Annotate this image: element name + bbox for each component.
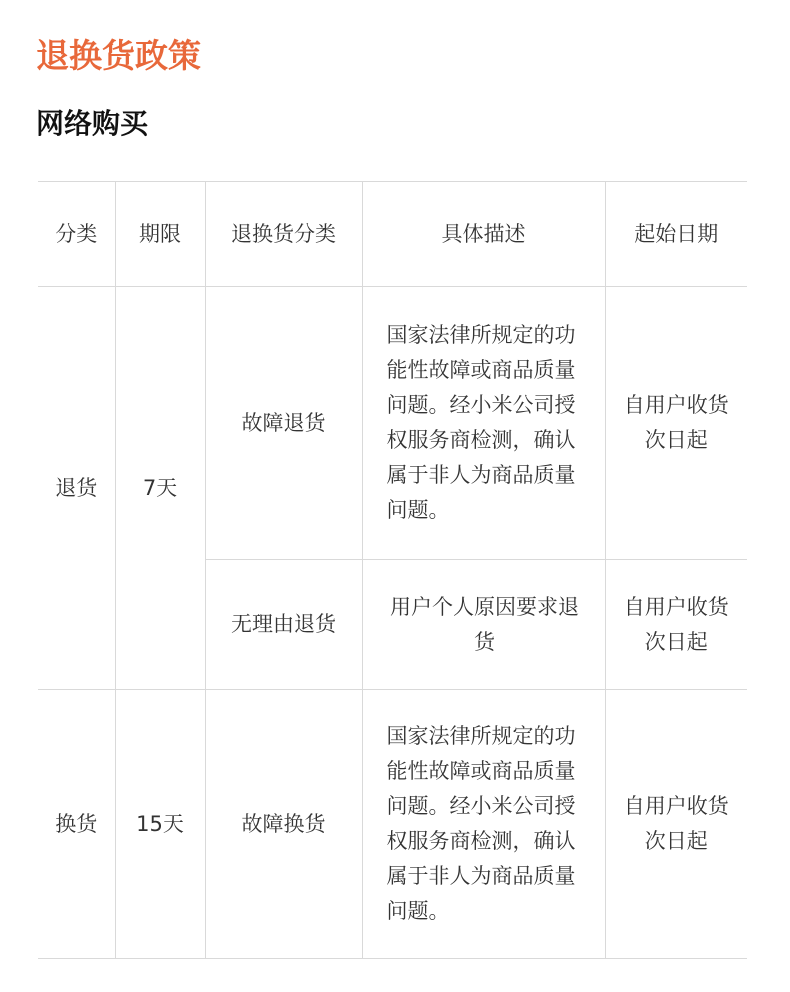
description-cell: 国家法律所规定的功能性故障或商品质量问题。经小米公司授权服务商检测，确认属于非人为商品质量问题。 xyxy=(362,287,605,560)
table-row xyxy=(38,287,747,560)
table-row xyxy=(38,690,747,959)
header-description: 具体描述 xyxy=(362,182,605,287)
description-cell: 国家法律所规定的功能性故障或商品质量问题。经小米公司授权服务商检测，确认属于非人为商品质量问题。 xyxy=(362,690,605,959)
return-type-cell: 故障退货 xyxy=(205,287,362,560)
start-date-cell: 自用户收货次日起 xyxy=(605,560,747,690)
category-cell: 换货 xyxy=(38,690,115,959)
period-cell: 15天 xyxy=(115,690,205,959)
page-title: 退换货政策 xyxy=(36,36,201,75)
description-cell: 用户个人原因要求退货 xyxy=(362,560,605,690)
start-date-cell: 自用户收货次日起 xyxy=(605,287,747,560)
return-type-cell: 故障换货 xyxy=(205,690,362,959)
period-cell: 7天 xyxy=(115,287,205,690)
header-return-type: 退换货分类 xyxy=(205,182,362,287)
header-category: 分类 xyxy=(38,182,115,287)
category-cell: 退货 xyxy=(38,287,115,690)
header-period: 期限 xyxy=(115,182,205,287)
header-start-date: 起始日期 xyxy=(605,182,747,287)
policy-table xyxy=(38,181,747,959)
start-date-cell: 自用户收货次日起 xyxy=(605,690,747,959)
table-header-row xyxy=(38,182,747,287)
return-type-cell: 无理由退货 xyxy=(205,560,362,690)
section-title: 网络购买 xyxy=(36,107,149,140)
